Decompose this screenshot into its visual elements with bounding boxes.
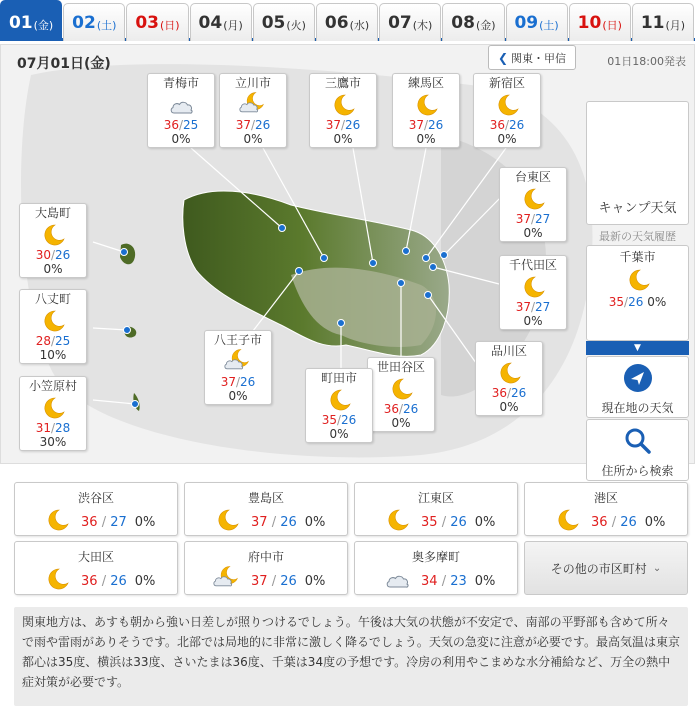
station-name: 小笠原村 xyxy=(28,379,77,393)
precip-chance: 0% xyxy=(499,400,519,414)
low-temp: 25 xyxy=(183,118,199,132)
moon-icon xyxy=(20,307,86,334)
high-temp: 37 xyxy=(251,515,268,530)
low-temp: 26 xyxy=(55,248,71,262)
moon-icon xyxy=(553,507,581,533)
moon-icon xyxy=(213,507,241,533)
ward-card[interactable]: 府中市 37 / 26 0% xyxy=(184,541,348,595)
station-name: 新宿区 xyxy=(488,76,525,90)
low-temp: 26 xyxy=(280,574,297,589)
precip-chance: 0% xyxy=(644,515,666,530)
low-temp: 28 xyxy=(55,421,71,435)
ward-card[interactable]: 豊島区 37 / 26 0% xyxy=(184,482,348,536)
high-temp: 30 xyxy=(35,248,51,262)
moon-icon xyxy=(43,566,71,592)
precip-chance: 0% xyxy=(304,515,326,530)
precip-chance: 0% xyxy=(391,416,411,430)
precip-chance: 0% xyxy=(134,515,156,530)
ward-name: 渋谷区 xyxy=(77,491,114,505)
station-card[interactable]: 台東区 37/27 0% xyxy=(499,167,567,242)
high-temp: 36 xyxy=(491,386,507,400)
ward-name: 港区 xyxy=(593,491,618,505)
high-temp: 36 xyxy=(489,118,505,132)
low-temp: 26 xyxy=(345,118,361,132)
high-temp: 37 xyxy=(515,212,531,226)
low-temp: 26 xyxy=(341,413,357,427)
date-tab-03[interactable]: 03 (日) xyxy=(126,3,188,41)
high-temp: 35 xyxy=(321,413,337,427)
moon-icon xyxy=(393,91,459,118)
low-temp: 26 xyxy=(511,386,527,400)
date-tab-10[interactable]: 10 (日) xyxy=(569,3,631,41)
precip-chance: 0% xyxy=(474,574,496,589)
station-card[interactable]: 千代田区 37/27 0% xyxy=(499,255,567,330)
high-temp: 31 xyxy=(35,421,51,435)
moon-icon xyxy=(310,91,376,118)
precip-chance: 0% xyxy=(304,574,326,589)
history-item[interactable]: 千葉市 35/26 0% xyxy=(586,245,689,341)
date-tab-08[interactable]: 08 (金) xyxy=(442,3,504,41)
low-temp: 26 xyxy=(110,574,127,589)
precip-chance: 0% xyxy=(329,427,349,441)
date-tab-09[interactable]: 09 (土) xyxy=(506,3,568,41)
weather-history-panel xyxy=(586,229,689,489)
ward-card[interactable]: 渋谷区 36 / 27 0% xyxy=(14,482,178,536)
date-tab-11[interactable]: 11 (月) xyxy=(632,3,694,41)
high-temp: 37 xyxy=(408,118,424,132)
precip-chance: 0% xyxy=(497,132,517,146)
date-tab-02[interactable]: 02 (土) xyxy=(63,3,125,41)
station-name: 町田市 xyxy=(320,371,357,385)
ward-card[interactable]: 奥多摩町 34 / 23 0% xyxy=(354,541,518,595)
high-temp: 34 xyxy=(421,574,438,589)
station-name: 台東区 xyxy=(514,170,551,184)
station-name: 立川市 xyxy=(234,76,271,90)
station-card[interactable]: 大島町 30/26 0% xyxy=(19,203,87,278)
other-municipalities-button[interactable]: その他の市区町村 ⌄ xyxy=(524,541,688,595)
chevron-down-icon: ⌄ xyxy=(652,562,662,574)
history-expand-toggle[interactable] xyxy=(586,341,689,355)
low-temp: 27 xyxy=(535,300,551,314)
high-temp: 37 xyxy=(325,118,341,132)
precip-chance: 30% xyxy=(39,435,67,449)
region-back-button[interactable]: ❮ 関東・甲信 xyxy=(488,45,576,70)
ward-card[interactable]: 港区 36 / 26 0% xyxy=(524,482,688,536)
search-icon xyxy=(623,426,653,456)
ward-name: 奥多摩町 xyxy=(411,550,460,564)
ward-name: 府中市 xyxy=(247,550,284,564)
precip-chance: 0% xyxy=(43,262,63,276)
station-name: 練馬区 xyxy=(407,76,444,90)
moon-icon xyxy=(500,185,566,212)
precip-chance: 0% xyxy=(171,132,191,146)
ward-name: 大田区 xyxy=(77,550,114,564)
high-temp: 28 xyxy=(35,334,51,348)
precip-chance: 0% xyxy=(474,515,496,530)
date-tab-05[interactable]: 05 (火) xyxy=(253,3,315,41)
moon-icon xyxy=(306,386,372,413)
moon-icon xyxy=(474,91,540,118)
high-temp: 37 xyxy=(235,118,251,132)
ward-card[interactable]: 大田区 36 / 26 0% xyxy=(14,541,178,595)
low-temp: 26 xyxy=(620,515,637,530)
station-name: 青梅市 xyxy=(162,76,199,90)
high-temp: 36 xyxy=(383,402,399,416)
high-temp: 37 xyxy=(515,300,531,314)
low-temp: 26 xyxy=(428,118,444,132)
high-temp: 36 xyxy=(81,515,98,530)
station-name: 八丈町 xyxy=(34,292,71,306)
precip-chance: 0% xyxy=(523,226,543,240)
date-tab-06[interactable]: 06 (水) xyxy=(316,3,378,41)
ward-card[interactable]: 江東区 35 / 26 0% xyxy=(354,482,518,536)
station-card[interactable]: 世田谷区 36/26 0% xyxy=(367,357,435,432)
camp-weather-button[interactable]: キャンプ天気 xyxy=(586,101,689,225)
station-name: 三鷹市 xyxy=(324,76,361,90)
low-temp: 26 xyxy=(450,515,467,530)
ward-name: 江東区 xyxy=(417,491,454,505)
low-temp: 26 xyxy=(240,375,256,389)
low-temp: 25 xyxy=(55,334,71,348)
high-temp: 36 xyxy=(591,515,608,530)
cloud-icon xyxy=(148,91,214,118)
precip-chance: 0% xyxy=(523,314,543,328)
date-tab-04[interactable]: 04 (月) xyxy=(190,3,252,41)
history-city: 千葉市 xyxy=(619,250,656,264)
forecast-date-title: 07月01日(金) xyxy=(17,56,111,72)
station-card[interactable]: 八王子市 37/26 0% xyxy=(204,330,272,405)
high-temp: 37 xyxy=(220,375,236,389)
station-name: 千代田区 xyxy=(508,258,557,272)
station-card[interactable]: 品川区 36/26 0% xyxy=(475,341,543,416)
high-temp: 37 xyxy=(251,574,268,589)
station-card[interactable]: 練馬区 37/26 0% xyxy=(392,73,460,148)
station-name: 大島町 xyxy=(34,206,71,220)
moon-icon xyxy=(383,507,411,533)
weather-commentary: 関東地方は、あすも朝から強い日差しが照りつけるでしょう。午後は大気の状態が不安定で、南部の平野部も含めて所々で雨や雷雨がありそうです。北部では局地的に非常に激しく降るでしょう。天気の急変に注意が必要です。最高気温は東京都心は35度、横浜は33度、さいたまは36度、千葉は34度の予想です。冷房の利用やこまめな水分補給など、万全の熱中症対策が必要です。 xyxy=(14,607,688,706)
low-temp: 23 xyxy=(450,574,467,589)
station-card[interactable]: 青梅市 36/25 0% xyxy=(147,73,215,148)
moon-icon xyxy=(20,221,86,248)
cloud-moon-icon xyxy=(205,348,271,375)
low-temp: 26 xyxy=(280,515,297,530)
moon-icon xyxy=(368,375,434,402)
chevron-left-icon: ❮ xyxy=(497,50,509,65)
station-name: 八王子市 xyxy=(213,333,262,347)
weather-map xyxy=(0,44,695,478)
station-card[interactable]: 町田市 35/26 0% xyxy=(305,368,373,443)
moon-icon xyxy=(20,394,86,421)
moon-icon xyxy=(500,273,566,300)
station-card[interactable]: 新宿区 36/26 0% xyxy=(473,73,541,148)
low-temp: 27 xyxy=(110,515,127,530)
high-temp: 36 xyxy=(163,118,179,132)
issued-time: 01日18:00発表 xyxy=(607,55,686,68)
low-temp: 26 xyxy=(509,118,525,132)
current-location-button[interactable]: 現在地の天気 xyxy=(586,356,689,418)
precip-chance: 0% xyxy=(416,132,436,146)
ward-name: 豊島区 xyxy=(247,491,284,505)
station-card[interactable]: 立川市 37/26 0% xyxy=(219,73,287,148)
low-temp: 26 xyxy=(403,402,419,416)
moon-icon xyxy=(43,507,71,533)
cloud-moon-icon xyxy=(220,91,286,118)
date-tabs xyxy=(0,0,695,41)
high-temp: 35 xyxy=(421,515,438,530)
location-arrow-icon xyxy=(623,363,653,393)
precip-chance: 0% xyxy=(333,132,353,146)
station-name: 世田谷区 xyxy=(376,360,425,374)
precip-chance: 10% xyxy=(39,348,67,362)
high-temp: 36 xyxy=(81,574,98,589)
station-card[interactable]: 八丈町 28/25 10% xyxy=(19,289,87,364)
precip-chance: 0% xyxy=(228,389,248,403)
moon-icon xyxy=(476,359,542,386)
low-temp: 26 xyxy=(255,118,271,132)
station-name: 品川区 xyxy=(490,344,527,358)
low-temp: 27 xyxy=(535,212,551,226)
date-tab-07[interactable]: 07 (木) xyxy=(379,3,441,41)
address-search-button[interactable]: 住所から検索 xyxy=(586,419,689,481)
station-card[interactable]: 三鷹市 37/26 0% xyxy=(309,73,377,148)
history-heading: 最新の天気履歴 xyxy=(599,230,676,243)
cloud-moon-icon xyxy=(213,566,241,592)
date-tab-01[interactable]: 01 (金) xyxy=(0,0,62,41)
triangle-down-icon: ▼ xyxy=(634,343,641,353)
precip-chance: 0% xyxy=(134,574,156,589)
precip-chance: 0% xyxy=(243,132,263,146)
station-card[interactable]: 小笠原村 31/28 30% xyxy=(19,376,87,451)
moon-icon xyxy=(587,265,688,295)
cloud-icon xyxy=(383,566,411,592)
